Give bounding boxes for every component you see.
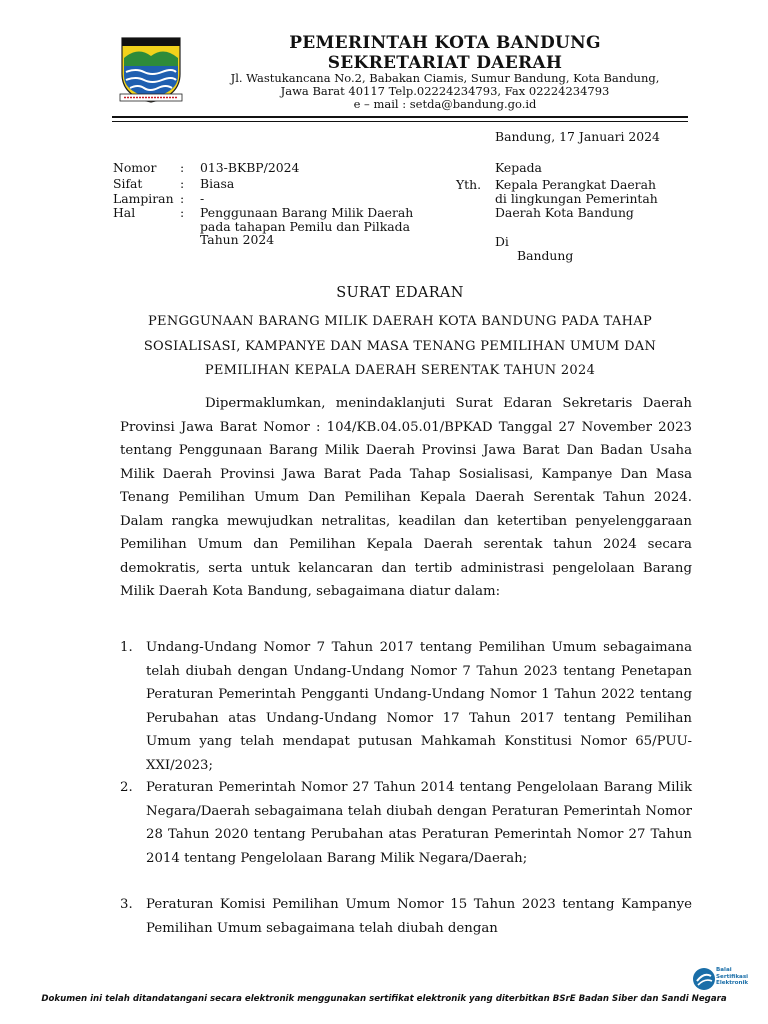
recipient-line3: Daerah Kota Bandung xyxy=(495,205,634,220)
meta-value-lampiran: - xyxy=(200,191,205,206)
meta-label-sifat: Sifat xyxy=(113,176,143,191)
meta-value-sifat: Biasa xyxy=(200,176,235,191)
e-signature-footer-note: Dokumen ini telah ditandatangani secara elektronik menggunakan sertifikat elektronik yang diterbitkan BSrE Badan Siber dan Sandi Negara xyxy=(41,994,727,1004)
letterhead-address-line2: Jawa Barat 40117 Telp.02224234793, Fax 02224234793 xyxy=(280,84,610,98)
letterhead-rule-thin xyxy=(112,121,688,122)
recipient-line1: Kepala Perangkat Daerah xyxy=(495,177,656,192)
meta-sep: : xyxy=(180,205,185,220)
list-item xyxy=(120,893,692,940)
recipient-yth: Yth. xyxy=(456,177,482,192)
letterhead-rule-thick xyxy=(112,116,688,118)
meta-label-nomor: Nomor xyxy=(113,160,157,175)
meta-label-hal: Hal xyxy=(113,205,136,220)
meta-sep: : xyxy=(180,176,185,191)
bsre-label: Balai Sertifikasi Elektronik xyxy=(716,967,749,987)
meta-value-nomor: 013-BKBP/2024 xyxy=(200,160,300,175)
recipient-city: Bandung xyxy=(517,248,574,263)
meta-value-hal: Penggunaan Barang Milik Daerah xyxy=(200,205,414,220)
letter-date: Bandung, 17 Januari 2024 xyxy=(495,129,660,144)
list-item-number: 2. xyxy=(120,780,133,795)
letterhead-email: e – mail : setda@bandung.go.id xyxy=(353,97,537,111)
body-paragraph: Dipermaklumkan, menindaklanjuti Surat Edaran Sekretaris Daerah Provinsi Jawa Barat Nomor : 104/KB.04.05.01/BPKAD Tanggal 27 November 2023 tentang Penggunaan Barang Milik Daerah Provinsi Jawa Barat Dan Badan Usaha Milik Daerah Provinsi Jawa Barat Pada Tahap Sosialisasi, Kampanye Dan Masa Tenang Pemilihan Umum Dan Pemilihan Kepala Daerah Serentak Tahun 2024. Dalam rangka mewujudkan netralitas, keadilan dan ketertiban penyelenggaraan Pemilihan Umum dan Pemilihan Kepala Daerah serentak tahun 2024 secara demokratis, serta untuk kelancaran dan tertib administrasi pengelolaan Barang Milik Daerah Kota Bandung, sebagaimana diatur dalam: xyxy=(120,396,692,599)
list-item xyxy=(120,776,692,870)
meta-value-hal-line2: pada tahapan Pemilu dan Pilkada xyxy=(200,219,410,234)
recipient-di: Di xyxy=(495,234,509,249)
list-item-number: 3. xyxy=(120,897,133,912)
recipient-kepada: Kepada xyxy=(495,160,542,175)
bandung-city-emblem-icon xyxy=(118,34,184,104)
recipient-line2: di lingkungan Pemerintah xyxy=(495,191,658,206)
letterhead-office-name: SEKRETARIAT DAERAH xyxy=(327,53,563,73)
letterhead-government-name: PEMERINTAH KOTA BANDUNG xyxy=(289,33,601,53)
list-item-text: Peraturan Pemerintah Nomor 27 Tahun 2014 tentang Pengelolaan Barang Milik Negara/Daerah sebagaimana telah diubah dengan Peraturan Pemerintah Nomor 28 Tahun 2020 tentang Perubahan atas Peraturan Pemerintah Nomor 27 Tahun 2014 tentang Pengelolaan Barang Milik Negara/Daerah; xyxy=(146,780,692,866)
subject-line-3: PEMILIHAN KEPALA DAERAH SERENTAK TAHUN 2024 xyxy=(204,363,596,378)
meta-sep: : xyxy=(180,191,185,206)
list-item-text: Peraturan Komisi Pemilihan Umum Nomor 15 Tahun 2023 tentang Kampanye Pemilihan Umum sebagaimana telah diubah dengan xyxy=(146,897,692,936)
list-item-number: 1. xyxy=(120,640,133,655)
list-item-text: Undang-Undang Nomor 7 Tahun 2017 tentang Pemilihan Umum sebagaimana telah diubah dengan Undang-Undang Nomor 7 Tahun 2023 tentang Penetapan Peraturan Pemerintah Pengganti Undang-Undang Nomor 1 Tahun 2022 tentang Perubahan atas Undang-Undang Nomor 17 Tahun 2017 tentang Pemilihan Umum yang telah mendapat putusan Mahkamah Konstitusi Nomor 65/PUU-XXI/2023; xyxy=(146,640,692,773)
list-item xyxy=(120,636,692,777)
meta-sep: : xyxy=(180,160,185,175)
document-title: SURAT EDARAN xyxy=(336,285,464,301)
subject-line-2: SOSIALISASI, KAMPANYE DAN MASA TENANG PEMILIHAN UMUM DAN xyxy=(143,339,657,354)
letterhead-address-line1: Jl. Wastukancana No.2, Babakan Ciamis, Sumur Bandung, Kota Bandung, xyxy=(230,71,660,85)
subject-line-1: PENGGUNAAN BARANG MILIK DAERAH KOTA BANDUNG PADA TAHAP xyxy=(147,314,652,329)
meta-value-hal-line3: Tahun 2024 xyxy=(200,232,275,247)
meta-label-lampiran: Lampiran xyxy=(113,191,174,206)
